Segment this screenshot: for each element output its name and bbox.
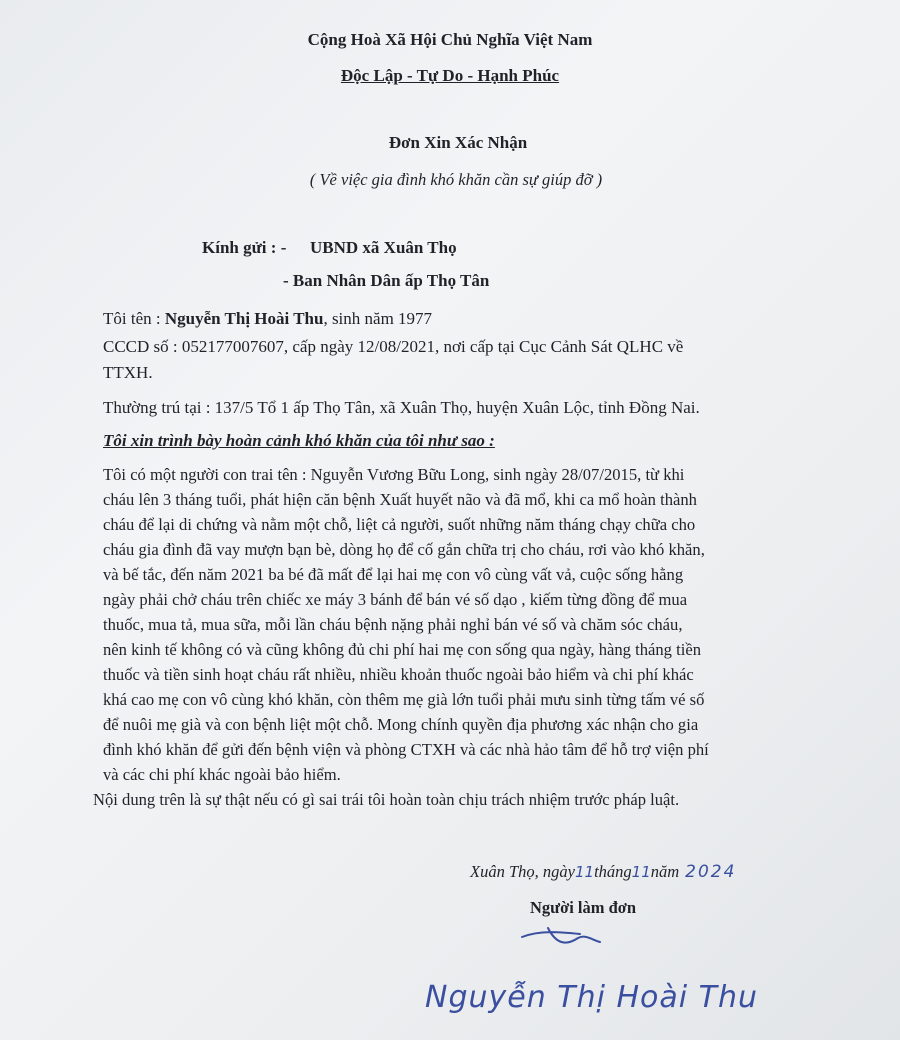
body-line: đình khó khăn để gửi đến bệnh viện và phòng CTXH và các nhà hảo tâm để hỗ trợ viện phí <box>103 740 709 759</box>
motto: Độc Lập - Tự Do - Hạnh Phúc <box>340 66 560 85</box>
date-month-label: tháng <box>594 862 632 881</box>
country-header: Cộng Hoà Xã Hội Chủ Nghĩa Việt Nam <box>307 30 593 49</box>
date-day: 11 <box>574 863 595 881</box>
body-line: ngày phải chở cháu trên chiếc xe máy 3 bánh để bán vé số dạo , kiếm từng đồng để mua <box>103 590 688 609</box>
body-line: cháu lên 3 tháng tuổi, phát hiện căn bệnh Xuất huyết não và đã mổ, khi ca mổ hoàn thành <box>103 490 697 509</box>
date-year: 2024 <box>685 862 737 882</box>
recipient-label: Kính gửi : - <box>202 238 287 257</box>
applicant-id-line-2: TTXH. <box>103 363 153 382</box>
closing-statement: Nội dung trên là sự thật nếu có gì sai trái tôi hoàn toàn chịu trách nhiệm trước pháp luật. <box>93 790 680 809</box>
body-line: cháu gia đình đã vay mượn bạn bè, dòng họ để cố gắn chữa trị cho cháu, rơi vào khó khăn, <box>103 540 705 559</box>
body-line: khá cao mẹ con vô cùng khó khăn, còn thêm mẹ già lớn tuổi phải mưu sinh từng tấm vé số <box>103 690 705 709</box>
applicant-name-prefix: Tôi tên : <box>103 309 165 328</box>
applicant-id-line-1: CCCD số : 052177007607, cấp ngày 12/08/2021, nơi cấp tại Cục Cảnh Sát QLHC về <box>103 337 684 356</box>
body-line: thuốc, mua tả, mua sữa, mỗi lần cháu bệnh nặng phải nghỉ bán vé số và chăm sóc cháu, <box>103 615 683 634</box>
date-place: Xuân Thọ, ngày <box>470 862 575 881</box>
recipient-second: - Ban Nhân Dân ấp Thọ Tân <box>283 271 490 290</box>
body-line: Tôi có một người con trai tên : Nguyễn Vương Bữu Long, sinh ngày 28/07/2015, từ khi <box>103 465 685 484</box>
body-line: để nuôi mẹ già và con bệnh liệt một chỗ. Mong chính quyền địa phương xác nhận cho gia <box>103 715 699 734</box>
recipient-first: UBND xã Xuân Thọ <box>310 238 457 257</box>
body-line: thuốc và tiền sinh hoạt cháu rất nhiều, nhiều khoản thuốc ngoài bảo hiểm và chi phí khác <box>103 665 694 684</box>
signer-label: Người làm đơn <box>530 898 637 917</box>
section-heading: Tôi xin trình bày hoàn cảnh khó khăn của tôi như sao : <box>103 431 495 450</box>
date-month: 11 <box>631 863 651 881</box>
body-line: và bế tắc, đến năm 2021 ba bé đã mất để lại hai mẹ con vô cùng vất vả, cuộc sống hằng <box>103 565 684 584</box>
date-year-label: năm <box>650 862 680 881</box>
applicant-residence: Thường trú tại : 137/5 Tổ 1 ấp Thọ Tân, xã Xuân Thọ, huyện Xuân Lộc, tỉnh Đồng Nai. <box>103 398 700 417</box>
handwritten-signer-name: Nguyễn Thị Hoài Thu <box>425 980 758 1015</box>
document-subtitle: ( Về việc gia đình khó khăn cần sự giúp đỡ ) <box>309 170 603 189</box>
applicant-name: Nguyễn Thị Hoài Thu <box>164 309 324 328</box>
document-title: Đơn Xin Xác Nhận <box>388 133 528 152</box>
body-line: và các chi phí khác ngoài bảo hiểm. <box>103 765 341 784</box>
applicant-birth-year: , sinh năm 1977 <box>323 309 433 328</box>
body-line: nên kinh tế không có và cũng không đủ chi phí hai mẹ con sống qua ngày, hàng tháng tiền <box>103 640 702 659</box>
body-line: cháu để lại di chứng và nằm một chỗ, liệt cả người, suốt những năm tháng chạy chữa cho <box>103 515 696 534</box>
